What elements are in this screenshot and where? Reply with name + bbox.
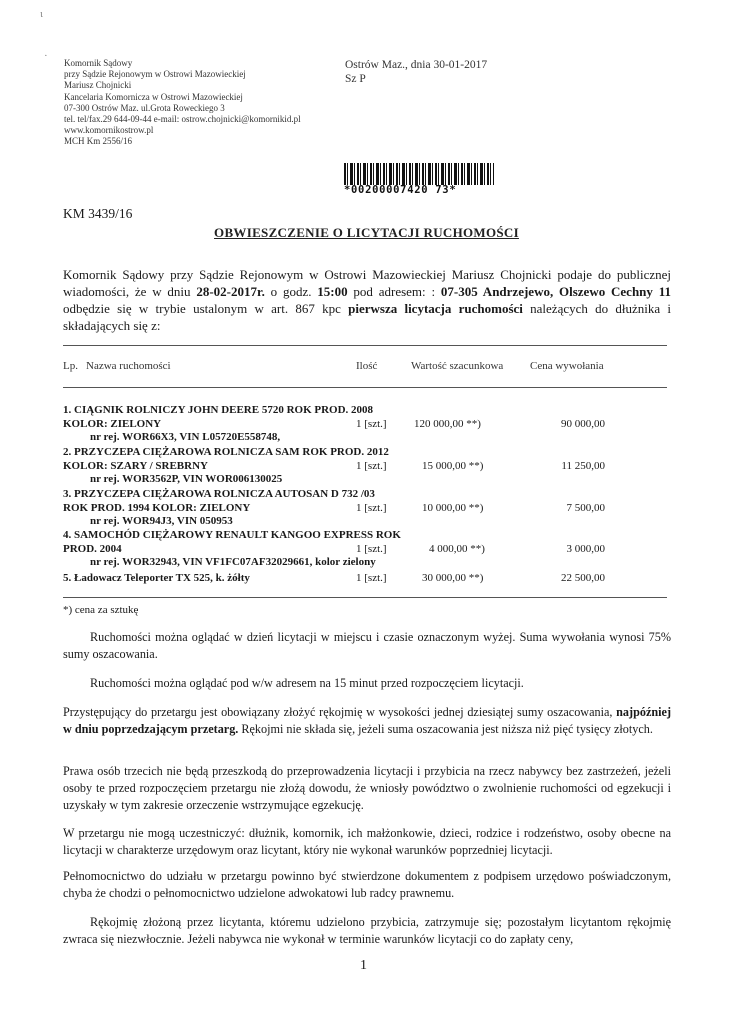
auction-type: pierwsza licytacja ruchomości	[348, 301, 523, 316]
item-4-value: 4 000,00 **)	[429, 543, 485, 555]
intro-text: pod adresem: :	[347, 284, 441, 299]
sender-block	[64, 58, 301, 148]
paragraph-deposit	[63, 704, 671, 738]
sender-line: Kancelaria Komornicza w Ostrowi Mazowieckiej	[64, 91, 243, 102]
page-number: 1	[360, 958, 367, 973]
sender-line: Mariusz Chojnicki	[64, 80, 132, 91]
scan-mark: ɩ	[40, 8, 43, 20]
barcode-bars	[344, 163, 494, 185]
deposit-text: Przystępujący do przetargu jest obowiązany złożyć rękojmię w wysokości jednej dziesiątej sumy oszacowania,	[63, 705, 617, 719]
header-lp: Lp.	[63, 360, 78, 372]
sender-line: Komornik Sądowy	[64, 58, 133, 68]
sender-line: MCH Km 2556/16	[64, 136, 133, 147]
item-4-line1: 4. SAMOCHÓD CIĘŻAROWY RENAULT KANGOO EXPRESS ROK	[63, 529, 401, 541]
item-4-line3: nr rej. WOR32943, VIN VF1FC07AF32029661, kolor zielony	[90, 556, 376, 568]
sender-line: przy Sądzie Rejonowym w Ostrowi Mazowieckiej	[64, 69, 246, 80]
intro-text: o godz.	[264, 284, 318, 299]
barcode-text: *00200007420 73*	[344, 184, 457, 196]
table-bottom-rule	[63, 597, 667, 598]
auction-date: 28-02-2017r.	[196, 284, 265, 299]
item-3-value: 10 000,00 **)	[422, 502, 484, 514]
item-5-line1: 5. Ładowacz Teleporter TX 525, k. żółty	[63, 572, 250, 584]
table-header-rule	[63, 387, 667, 388]
sender-line: www.komornikostrow.pl	[64, 125, 154, 136]
header-value: Wartość szacunkowa	[411, 360, 504, 372]
item-3-price: 7 500,00	[566, 502, 605, 514]
item-5-price: 22 500,00	[561, 572, 605, 584]
paragraph-viewing-time: Ruchomości można oglądać pod w/w adresem na 15 minut przed rozpoczęciem licytacji.	[90, 676, 524, 690]
item-2-qty: 1 [szt.]	[356, 460, 387, 472]
item-3-line3: nr rej. WOR94J3, VIN 050953	[90, 515, 233, 527]
intro-text: odbędzie się w trybie ustalonym w art. 867 kpc	[63, 301, 349, 316]
sender-line: tel. tel/fax.29 644-09-44 e-mail: ostrow.chojnicki@komornikid.pl	[64, 114, 301, 125]
footnote: *) cena za sztukę	[63, 604, 139, 616]
header-name: Nazwa ruchomości	[86, 360, 171, 372]
paragraph-excluded-persons: W przetargu nie mogą uczestniczyć: dłużnik, komornik, ich małżonkowie, dzieci, rodzice i rodzeństwo, osoby obecne na licytacji w charakterze urzędowym oraz licytant, który nie wykonał warunków poprzedniej licytacji.	[63, 826, 671, 857]
item-1-line3: nr rej. WOR66X3, VIN L05720E558748,	[90, 431, 281, 443]
paragraph-power-of-attorney: Pełnomocnictwo do udziału w przetargu powinno być stwierdzone dokumentem z podpisem urzędowo poświadczonym, chyba że chodzi o pełnomocnictwo udzielone adwokatowi lub radcy prawnemu.	[63, 869, 671, 900]
table-top-rule	[63, 345, 667, 346]
scan-mark: ·	[44, 50, 48, 62]
item-5-qty: 1 [szt.]	[356, 572, 387, 584]
auction-time: 15:00	[317, 284, 348, 299]
deposit-deadline: najpóźniej w dniu poprzedzającym przetarg.	[63, 705, 671, 736]
header-price: Cena wywołania	[530, 360, 604, 372]
reference: Sz P	[345, 73, 366, 85]
item-2-line3: nr rej. WOR3562P, VIN WOR006130025	[90, 473, 283, 485]
item-3-qty: 1 [szt.]	[356, 502, 387, 514]
item-1-qty: 1 [szt.]	[356, 418, 387, 430]
intro-text: należących do dłużnika i składających się z:	[63, 301, 672, 333]
item-3-line1: 3. PRZYCZEPA CIĘŻAROWA ROLNICZA AUTOSAN D 732 /03	[63, 488, 375, 500]
intro-text: Komornik Sądowy przy Sądzie Rejonowym w Ostrowi Mazowieckiej Mariusz Chojnicki podaje do publicznej wiadomości, że w dniu	[63, 267, 671, 299]
intro-paragraph	[63, 266, 671, 334]
case-number: KM 3439/16	[63, 206, 133, 221]
item-1-value: 120 000,00 **)	[414, 418, 481, 430]
barcode	[344, 163, 494, 196]
item-2-value: 15 000,00 **)	[422, 460, 484, 472]
paragraph-third-party-rights: Prawa osób trzecich nie będą przeszkodą do przeprowadzenia licytacji i przybicia na rzecz nabywcy bez zastrzeżeń, jeżeli osoby te przed rozpoczęciem przetargu nie złożą dowodu, że wniosły powództwo o zwolnienie ruchomości od egzekucji i uzyskały w tym zakresie orzeczenie wstrzymujące egzekucję.	[63, 764, 671, 812]
item-4-line2: PROD. 2004	[63, 543, 122, 555]
item-2-line1: 2. PRZYCZEPA CIĘŻAROWA ROLNICZA SAM ROK PROD. 2012	[63, 446, 389, 458]
header-qty: Ilość	[356, 360, 378, 372]
item-1-line1: 1. CIĄGNIK ROLNICZY JOHN DEERE 5720 ROK PROD. 2008	[63, 404, 374, 416]
item-4-qty: 1 [szt.]	[356, 543, 387, 555]
place-date: Ostrów Maz., dnia 30-01-2017	[345, 59, 488, 71]
item-1-price: 90 000,00	[561, 418, 605, 430]
item-2-price: 11 250,00	[561, 460, 605, 472]
place-date-block	[345, 58, 487, 86]
item-4-price: 3 000,00	[566, 543, 605, 555]
item-2-line2: KOLOR: SZARY / SREBRNY	[63, 460, 208, 472]
document-title: OBWIESZCZENIE O LICYTACJI RUCHOMOŚCI	[214, 225, 519, 240]
deposit-text: Rękojmi nie składa się, jeżeli suma oszacowania jest niższa niż pięć tysięcy złotych.	[238, 722, 653, 736]
item-5-value: 30 000,00 **)	[422, 572, 484, 584]
item-1-line2: KOLOR: ZIELONY	[63, 418, 162, 430]
paragraph-deposit-return: Rękojmię złożoną przez licytanta, któremu udzielono przybicia, zatrzymuje się; pozostałym licytantom rękojmię zwraca się niezwłocznie. Jeżeli nabywca nie wykonał w terminie warunków licytacji co do zapłaty ceny,	[63, 915, 671, 946]
item-3-line2: ROK PROD. 1994 KOLOR: ZIELONY	[63, 502, 251, 514]
auction-address: 07-305 Andrzejewo, Olszewo Cechny 11	[440, 284, 671, 299]
paragraph-viewing: Ruchomości można oglądać w dzień licytacji w miejscu i czasie oznaczonym wyżej. Suma wywołania wynosi 75% sumy oszacowania.	[63, 630, 671, 661]
sender-line: 07-300 Ostrów Maz. ul.Grota Roweckiego 3	[64, 102, 225, 113]
